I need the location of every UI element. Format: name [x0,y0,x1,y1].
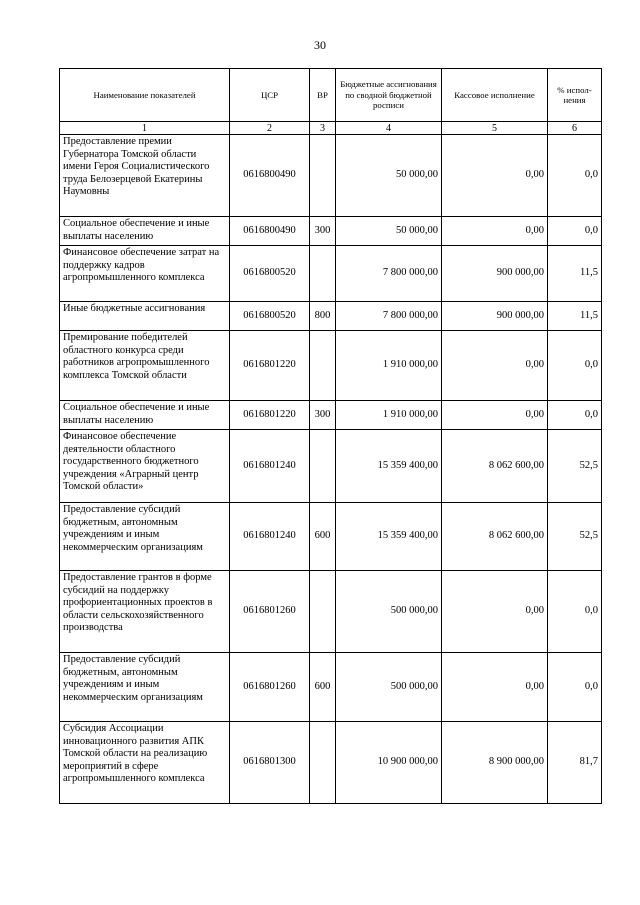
row-pct: 81,7 [548,722,602,804]
table-row [60,653,602,722]
page-number: 30 [314,38,326,52]
row-cash: 0,00 [442,653,548,722]
row-csr: 0616801240 [230,430,310,503]
row-budget: 50 000,00 [336,135,442,217]
row-pct: 0,0 [548,331,602,401]
row-name: Социальное обеспечение и иные выплаты населению [60,217,230,246]
table-row [60,217,602,246]
row-csr: 0616800520 [230,302,310,331]
row-csr: 0616801260 [230,571,310,653]
row-name: Социальное обеспечение и иные выплаты населению [60,401,230,430]
row-vr: 600 [310,653,336,722]
table-row [60,430,602,503]
column-number: 4 [336,122,442,135]
row-pct: 0,0 [548,653,602,722]
column-number: 5 [442,122,548,135]
row-pct: 0,0 [548,571,602,653]
row-name: Предоставление грантов в форме субсидий на поддержку профориентационных проектов в области сельскохозяйственного производства [60,571,230,653]
row-pct: 52,5 [548,430,602,503]
row-cash: 8 900 000,00 [442,722,548,804]
row-vr [310,722,336,804]
table-row [60,302,602,331]
row-pct: 11,5 [548,246,602,302]
row-pct: 0,0 [548,217,602,246]
row-csr: 0616801300 [230,722,310,804]
row-name: Предоставление субсидий бюджетным, автономным учреждениям и иным некоммерческим организациям [60,503,230,571]
row-name: Предоставление премии Губернатора Томской области имени Героя Социалистического труда Белозерцевой Екатерины Наумовны [60,135,230,217]
row-vr [310,246,336,302]
row-pct: 52,5 [548,503,602,571]
row-vr [310,571,336,653]
row-pct: 11,5 [548,302,602,331]
header-cash: Кассовое исполнение [442,69,548,122]
row-budget: 50 000,00 [336,217,442,246]
header-vr: ВР [310,69,336,122]
column-number: 6 [548,122,602,135]
row-name: Премирование победителей областного конкурса среди работников агропромышленного комплекса Томской области [60,331,230,401]
table-row [60,135,602,217]
row-csr: 0616801240 [230,503,310,571]
table-row [60,503,602,571]
row-budget: 15 359 400,00 [336,503,442,571]
row-budget: 500 000,00 [336,571,442,653]
table-row [60,722,602,804]
row-pct: 0,0 [548,135,602,217]
row-cash: 900 000,00 [442,246,548,302]
budget-execution-table [59,68,602,804]
row-vr: 300 [310,217,336,246]
row-cash: 0,00 [442,135,548,217]
row-cash: 900 000,00 [442,302,548,331]
row-csr: 0616800490 [230,217,310,246]
row-budget: 7 800 000,00 [336,302,442,331]
row-name: Иные бюджетные ассигнования [60,302,230,331]
row-cash: 0,00 [442,331,548,401]
table-row [60,331,602,401]
table-row [60,246,602,302]
row-cash: 0,00 [442,571,548,653]
header-name: Наименование показателей [60,69,230,122]
row-budget: 15 359 400,00 [336,430,442,503]
row-vr [310,331,336,401]
row-cash: 8 062 600,00 [442,430,548,503]
row-budget: 500 000,00 [336,653,442,722]
row-cash: 8 062 600,00 [442,503,548,571]
row-name: Предоставление субсидий бюджетным, автономным учреждениям и иным некоммерческим организациям [60,653,230,722]
row-name: Финансовое обеспечение затрат на поддержку кадров агропромышленного комплекса [60,246,230,302]
row-budget: 1 910 000,00 [336,331,442,401]
row-budget: 10 900 000,00 [336,722,442,804]
row-csr: 0616800490 [230,135,310,217]
row-budget: 1 910 000,00 [336,401,442,430]
row-name: Финансовое обеспечение деятельности областного государственного бюджетного учреждения «Аграрный центр Томской области» [60,430,230,503]
row-vr: 300 [310,401,336,430]
row-pct: 0,0 [548,401,602,430]
row-vr [310,135,336,217]
row-cash: 0,00 [442,217,548,246]
row-budget: 7 800 000,00 [336,246,442,302]
row-csr: 0616801220 [230,331,310,401]
row-cash: 0,00 [442,401,548,430]
row-vr: 600 [310,503,336,571]
header-csr: ЦСР [230,69,310,122]
column-number: 1 [60,122,230,135]
table-row [60,571,602,653]
header-budget: Бюджетные ассигнования по сводной бюджетной росписи [336,69,442,122]
column-number: 3 [310,122,336,135]
header-pct: % испол- нения [548,69,602,122]
column-number: 2 [230,122,310,135]
row-csr: 0616801260 [230,653,310,722]
column-number-row [60,122,602,135]
row-csr: 0616800520 [230,246,310,302]
table-row [60,401,602,430]
row-vr: 800 [310,302,336,331]
row-csr: 0616801220 [230,401,310,430]
table-header-row [60,69,602,122]
row-name: Субсидия Ассоциации инновационного развития АПК Томской области на реализацию мероприятий в сфере агропромышленного комплекса [60,722,230,804]
row-vr [310,430,336,503]
